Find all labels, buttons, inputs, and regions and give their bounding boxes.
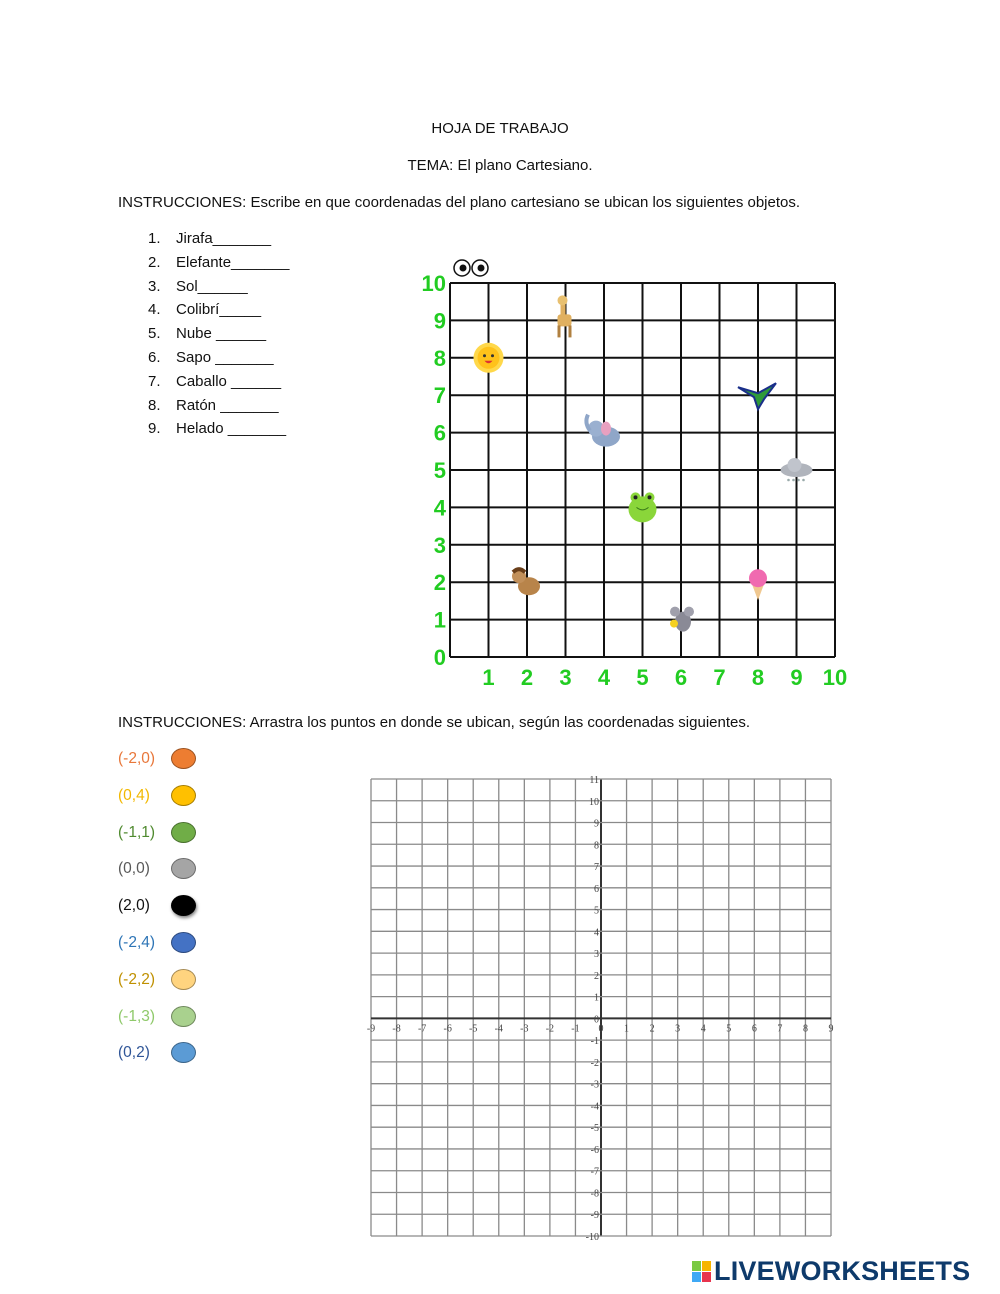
coordinate-label: (-1,1) (118, 823, 156, 841)
question-text: Caballo ______ (176, 372, 282, 390)
x-tick-label: 6 (674, 665, 688, 690)
y-tick-label: 3 (594, 949, 599, 961)
y-tick-label: 5 (594, 905, 599, 917)
x-tick-label: 10 (822, 665, 848, 690)
x-tick-label: 1 (482, 665, 495, 690)
y-tick-label: 10 (421, 271, 446, 296)
x-tick-label: 9 (828, 1023, 834, 1035)
y-tick-label: 2 (594, 970, 599, 982)
y-tick-label: 6 (433, 420, 446, 446)
x-tick-label: 1 (624, 1023, 630, 1035)
coordinate-label: (0,0) (118, 860, 150, 878)
y-tick-label: 1 (433, 607, 446, 633)
topic: TEMA: El plano Cartesiano. (407, 157, 593, 174)
worksheet-title: HOJA DE TRABAJO (431, 120, 569, 137)
x-tick-label: -2 (545, 1023, 555, 1035)
x-tick-label: -3 (520, 1023, 529, 1035)
question-number: 3. (148, 277, 161, 295)
y-tick-label: 6 (594, 883, 599, 895)
question-text: Helado _______ (176, 420, 287, 438)
x-tick-label: 3 (559, 665, 572, 690)
coordinate-label: (0,2) (118, 1044, 150, 1062)
eye-icon (454, 260, 470, 276)
x-tick-label: 9 (790, 665, 803, 690)
y-tick-label: 8 (433, 345, 446, 371)
question-text: Nube ______ (176, 325, 267, 343)
coordinate-label: (0,4) (118, 786, 150, 804)
x-tick-label: 7 (777, 1023, 783, 1035)
y-tick-label: 4 (594, 927, 599, 939)
x-tick-label: -4 (494, 1023, 503, 1035)
y-tick-label: -3 (590, 1079, 599, 1091)
y-tick-label: 9 (594, 818, 599, 830)
draggable-point[interactable] (171, 748, 196, 769)
coordinate-label: (-2,0) (118, 750, 156, 767)
question-number: 1. (148, 230, 161, 247)
y-tick-label: 2 (433, 570, 446, 596)
x-tick-label: 5 (636, 665, 649, 690)
y-tick-label: 7 (594, 862, 599, 874)
x-tick-label: 4 (700, 1023, 706, 1035)
y-tick-label: -1 (590, 1036, 599, 1048)
question-number: 2. (148, 253, 161, 271)
frog-icon (629, 492, 657, 522)
y-tick-label: -2 (590, 1057, 599, 1069)
draggable-point[interactable] (171, 822, 196, 843)
instructions-1: INSTRUCCIONES: Escribe en que coordenadas del plano cartesiano se ubican los siguientes objetos. (118, 194, 801, 211)
logo-text: LIVEWORKSHEETS (714, 1256, 971, 1286)
question-text: Sapo _______ (176, 349, 274, 366)
y-tick-label: 7 (433, 383, 446, 409)
question-number: 9. (148, 420, 161, 438)
y-tick-label: 5 (433, 458, 446, 483)
x-tick-label: 7 (713, 665, 726, 690)
x-tick-label: -9 (366, 1023, 376, 1035)
y-tick-label: 11 (589, 775, 599, 786)
x-tick-label: 3 (675, 1023, 681, 1035)
draggable-point[interactable] (171, 932, 196, 953)
y-tick-label: 1 (594, 992, 599, 1004)
x-tick-label: 0 (598, 1023, 604, 1035)
question-number: 6. (148, 349, 161, 366)
draggable-point[interactable] (171, 1006, 196, 1027)
y-tick-label: 3 (433, 532, 446, 558)
x-tick-label: 2 (649, 1023, 655, 1035)
liveworksheets-logo (692, 1256, 970, 1287)
question-text: Elefante_______ (176, 253, 290, 271)
x-tick-label: 5 (726, 1023, 732, 1035)
coordinate-label: (-2,4) (118, 934, 156, 951)
question-number: 4. (148, 301, 161, 319)
y-tick-label: -5 (590, 1123, 599, 1135)
y-tick-label: -4 (590, 1101, 599, 1113)
y-tick-label: 0 (433, 645, 446, 670)
y-tick-label: -6 (590, 1144, 599, 1156)
question-number: 5. (148, 325, 161, 343)
y-tick-label: 0 (594, 1014, 599, 1026)
coordinate-label: (-1,3) (118, 1007, 156, 1025)
question-number: 7. (148, 372, 161, 390)
y-tick-label: 9 (433, 308, 446, 334)
question-number: 8. (148, 396, 161, 414)
logo-blocks-icon (692, 1261, 711, 1282)
y-tick-label: -10 (585, 1232, 599, 1243)
y-tick-label: 10 (589, 796, 599, 808)
x-tick-label: 8 (751, 665, 765, 690)
draggable-point[interactable] (171, 785, 196, 806)
question-text: Sol______ (176, 277, 248, 295)
y-tick-label: -7 (590, 1166, 599, 1178)
x-tick-label: -6 (443, 1023, 452, 1035)
x-tick-label: 4 (597, 665, 611, 690)
x-tick-label: 8 (802, 1023, 808, 1035)
question-text: Colibrí_____ (176, 301, 262, 319)
x-tick-label: -7 (417, 1023, 427, 1035)
x-tick-label: -5 (469, 1023, 478, 1035)
y-tick-label: -8 (590, 1188, 599, 1200)
coordinate-label: (2,0) (118, 897, 150, 915)
ice-cream-icon (749, 569, 767, 600)
instructions-2: INSTRUCCIONES: Arrastra los puntos en donde se ubican, según las coordenadas siguientes. (118, 714, 751, 731)
y-tick-label: -9 (590, 1210, 599, 1222)
x-tick-label: -1 (571, 1023, 580, 1035)
x-tick-label: 2 (520, 665, 534, 690)
x-tick-label: -8 (392, 1023, 401, 1035)
coordinate-label: (-2,2) (118, 970, 156, 988)
eye-icon (472, 260, 488, 276)
draggable-point[interactable] (171, 969, 196, 990)
question-text: Jirafa_______ (176, 230, 272, 247)
x-tick-label: 6 (751, 1023, 757, 1035)
y-tick-label: 4 (433, 495, 446, 521)
y-tick-label: 8 (594, 840, 599, 852)
question-text: Ratón _______ (176, 396, 279, 414)
sun-icon (474, 343, 504, 373)
